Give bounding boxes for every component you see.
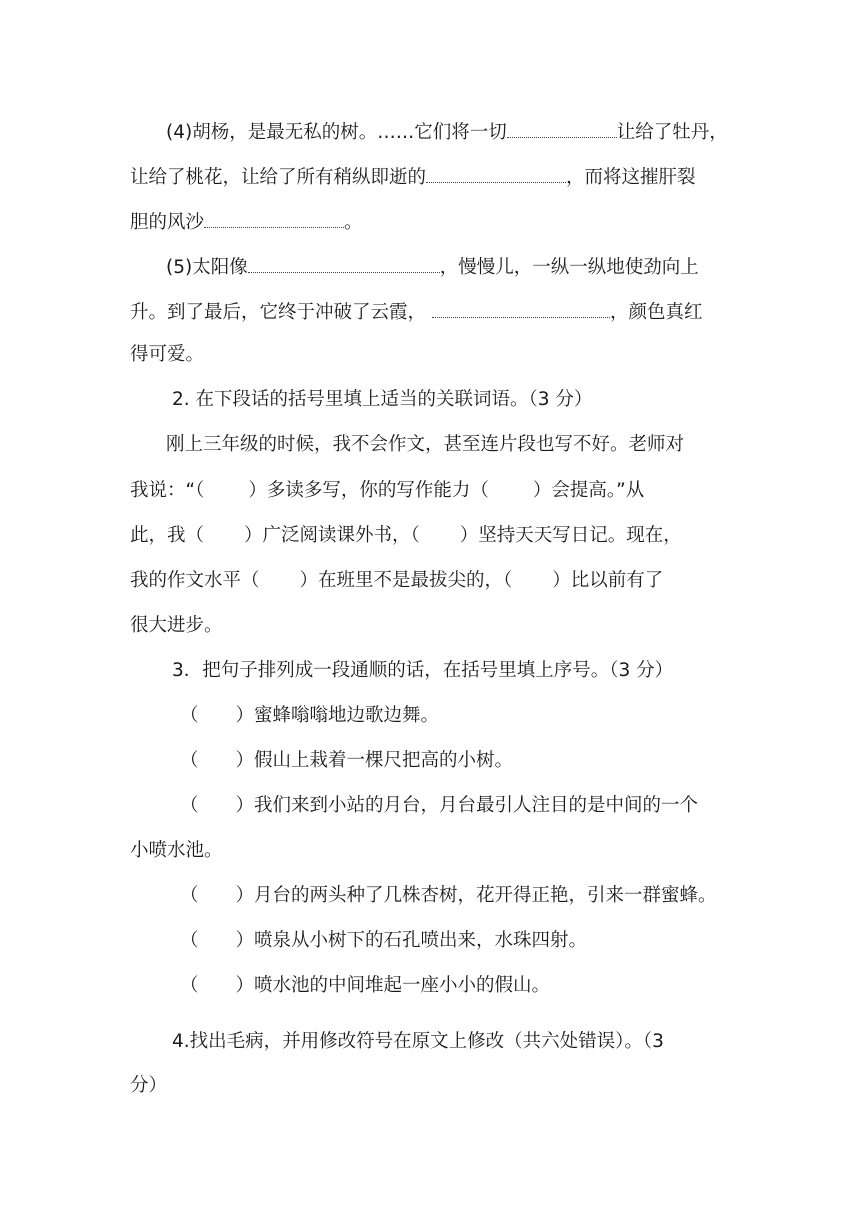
order-paren[interactable]: （ ） — [180, 975, 255, 996]
item4-number: (4) — [166, 122, 193, 143]
fill-blank[interactable] — [432, 298, 610, 318]
q3-sentence: （ ）蜜蜂嗡嗡地边歌边舞。 — [180, 705, 440, 726]
q3-sentence: （ ）假山上栽着一棵尺把高的小树。 — [180, 750, 514, 771]
fill-blank[interactable] — [507, 118, 617, 138]
q3-sentence: （ ）喷泉从小树下的石孔喷出来，水珠四射。 — [180, 930, 588, 951]
q4-title: 4.找出毛病，并用修改符号在原文上修改（共六处错误）。（3 — [172, 1031, 664, 1052]
q2-title: 2. 在下段话的括号里填上适当的关联词语。（3 分） — [172, 389, 593, 410]
q2-line4: 我的作文水平（ ）在班里不是最拔尖的，（ ）比以前有了 — [130, 570, 664, 591]
fill-blank[interactable] — [248, 253, 440, 273]
q2-line5: 很大进步。 — [130, 615, 223, 636]
item5-line2: 升。到了最后，它终于冲破了云霞， ，颜色真红 — [130, 298, 730, 325]
item4-line3: 胆的风沙 。 — [130, 208, 730, 235]
order-paren[interactable]: （ ） — [180, 795, 255, 816]
order-paren[interactable]: （ ） — [180, 705, 255, 726]
order-paren[interactable]: （ ） — [180, 930, 255, 951]
q3-sentence: （ ）我们来到小站的月台，月台最引人注目的是中间的一个 — [180, 795, 699, 816]
item5-line1: (5)太阳像 ，慢慢儿，一纵一纵地使劲向上 — [166, 253, 730, 280]
q3-sentence-cont: 小喷水池。 — [130, 840, 223, 861]
q3-title: 3．把句子排列成一段通顺的话，在括号里填上序号。（3 分） — [172, 660, 674, 681]
item4-line2: 让给了桃花，让给了所有稍纵即逝的 ，而将这摧肝裂 — [130, 163, 730, 190]
q2-line2: 我说：“（ ）多读多写，你的写作能力（ ）会提高。”从 — [130, 480, 645, 501]
order-paren[interactable]: （ ） — [180, 750, 255, 771]
item5-number: (5) — [166, 257, 193, 278]
order-paren[interactable]: （ ） — [180, 885, 255, 906]
q2-line3: 此，我（ ）广泛阅读课外书，（ ）坚持天天写日记。现在， — [130, 525, 682, 546]
q4-title-cont: 分） — [130, 1075, 168, 1096]
fill-blank[interactable] — [426, 163, 566, 183]
item5-line3: 得可爱。 — [130, 344, 205, 365]
q2-line1: 刚上三年级的时候，我不会作文，甚至连片段也写不好。老师对 — [166, 434, 685, 455]
q3-sentence: （ ）喷水池的中间堆起一座小小的假山。 — [180, 975, 551, 996]
q3-sentence: （ ）月台的两头种了几株杏树，花开得正艳，引来一群蜜蜂。 — [180, 885, 717, 906]
fill-blank[interactable] — [204, 208, 344, 228]
item4-line1: (4)胡杨，是最无私的树。……它们将一切 让给了牡丹， — [166, 118, 730, 145]
